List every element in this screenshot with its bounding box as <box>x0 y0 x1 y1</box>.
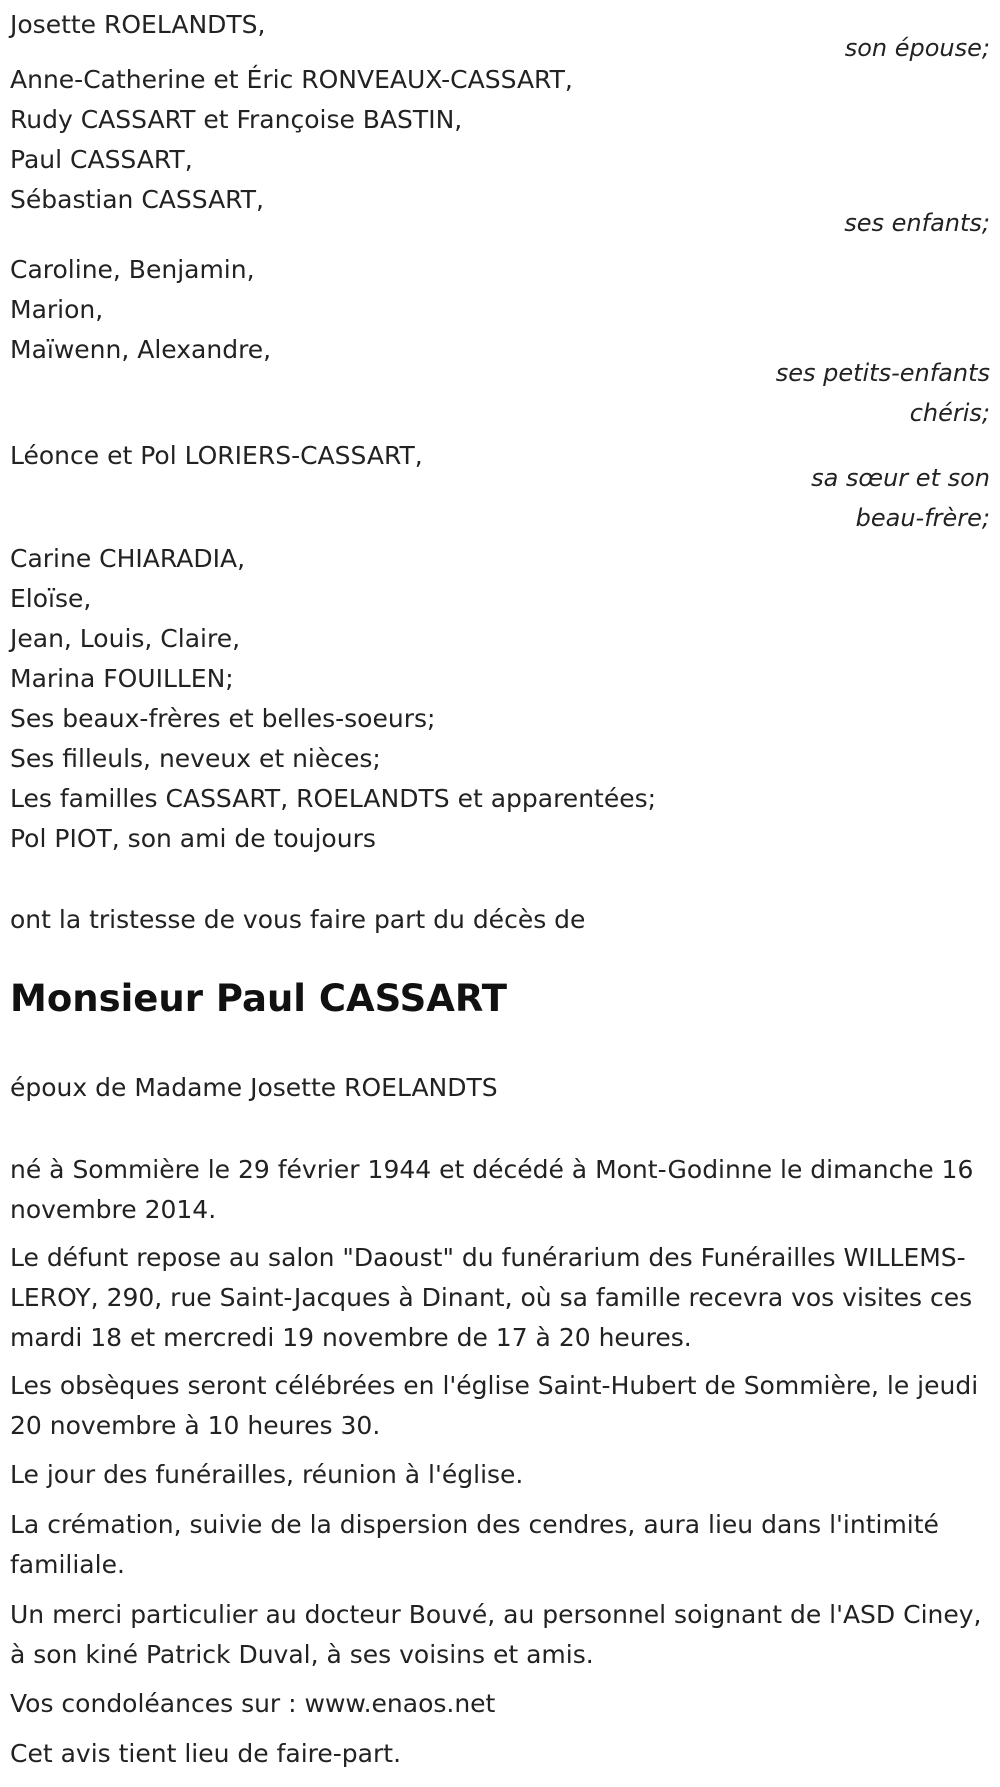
family-name-line: Maïwenn, Alexandre, <box>10 335 272 364</box>
paragraph-funeral-home: Le défunt repose au salon "Daoust" du funérarium des Funérailles WILLEMS-LEROY, 290, rue Saint-Jacques à Dinant, où sa famille recevra vos visites ces mardi 18 et mercredi 19 novembre de 17 à 20 heures. <box>10 1243 973 1352</box>
family-group-children <box>10 60 1000 237</box>
relative-line: Pol PIOT, son ami de toujours <box>10 824 376 853</box>
family-name-line: Josette ROELANDTS, <box>10 10 266 39</box>
deceased-name-title: Monsieur Paul CASSART <box>10 977 507 1020</box>
relation-line: ses petits-enfants <box>775 359 990 387</box>
family-group-siblings <box>10 436 1000 532</box>
family-name-line: Marion, <box>10 295 104 324</box>
family-name-line: Paul CASSART, <box>10 145 193 174</box>
relative-line: Ses filleuls, neveux et nièces; <box>10 744 381 773</box>
relation-line: beau-frère; <box>855 504 990 532</box>
paragraph-meeting: Le jour des funérailles, réunion à l'église. <box>10 1460 524 1489</box>
family-group-spouse <box>10 5 1000 62</box>
paragraph-cremation: La crémation, suivie de la dispersion des cendres, aura lieu dans l'intimité familiale. <box>10 1510 939 1579</box>
family-relation <box>750 203 990 243</box>
family-name-line: Sébastian CASSART, <box>10 185 264 214</box>
spouse-text: époux de Madame Josette ROELANDTS <box>10 1073 498 1102</box>
family-name-line: Rudy CASSART et Françoise BASTIN, <box>10 105 463 134</box>
paragraph-birth-death: né à Sommière le 29 février 1944 et décédé à Mont-Godinne le dimanche 16 novembre 2014. <box>10 1155 974 1224</box>
relation-line: sa sœur et son <box>811 464 990 492</box>
family-relation <box>750 353 990 433</box>
relative-line: Jean, Louis, Claire, <box>10 624 241 653</box>
family-names <box>10 60 1000 220</box>
family-group-grandchildren <box>10 250 1000 427</box>
paragraph-notice: Cet avis tient lieu de faire-part. <box>10 1739 402 1768</box>
relative-line: Les familles CASSART, ROELANDTS et apparentées; <box>10 784 657 813</box>
family-name-line: Anne-Catherine et Éric RONVEAUX-CASSART, <box>10 65 573 94</box>
announcement-text <box>10 900 990 940</box>
family-relation <box>750 458 990 538</box>
family-name-line: Caroline, Benjamin, <box>10 255 255 284</box>
paragraph-condolences: Vos condoléances sur : www.enaos.net <box>10 1689 496 1718</box>
announcement-line: ont la tristesse de vous faire part du décès de <box>10 905 586 934</box>
relative-line: Marina FOUILLEN; <box>10 664 234 693</box>
relative-line: Eloïse, <box>10 584 92 613</box>
relation-line: son épouse; <box>844 34 990 62</box>
family-name-line: Léonce et Pol LORIERS-CASSART, <box>10 441 423 470</box>
relative-line: Ses beaux-frères et belles-soeurs; <box>10 704 436 733</box>
relative-line: Carine CHIARADIA, <box>10 544 246 573</box>
family-names <box>10 250 1000 370</box>
paragraph-thanks: Un merci particulier au docteur Bouvé, au personnel soignant de l'ASD Ciney, à son kiné Patrick Duval, à ses voisins et amis. <box>10 1600 982 1669</box>
relation-line: chéris; <box>909 399 990 427</box>
paragraph-ceremony: Les obsèques seront célébrées en l'église Saint-Hubert de Sommière, le jeudi 20 novembre à 10 heures 30. <box>10 1371 979 1440</box>
relation-line: ses enfants; <box>844 209 990 237</box>
spouse-line <box>10 1068 990 1108</box>
other-relatives-list <box>10 539 990 859</box>
